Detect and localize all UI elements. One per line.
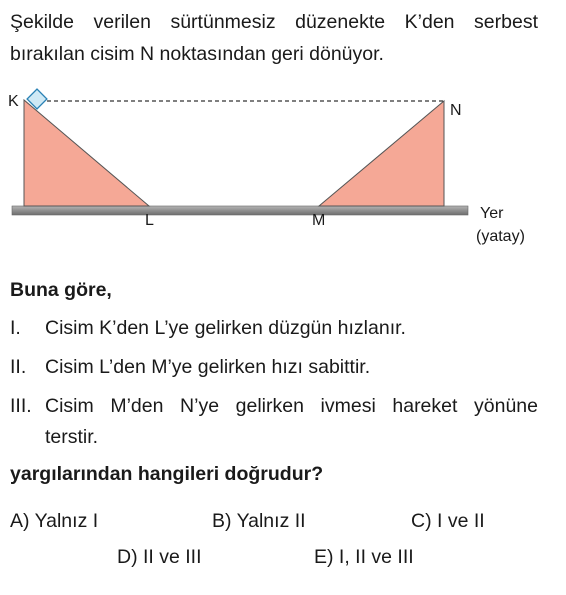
ground-label-horizontal: (yatay): [476, 228, 525, 245]
lead-text: Buna göre,: [10, 279, 112, 301]
right-ramp: [319, 101, 444, 206]
option-d[interactable]: D) II ve III: [117, 546, 202, 568]
option-a[interactable]: A) Yalnız I: [10, 510, 99, 532]
question-stem-line-2: bırakılan cisim N noktasından geri dönüyor.: [10, 43, 384, 65]
question-stem-line-1: Şekilde verilen sürtünmesiz düzenekte K’den serbest: [10, 11, 538, 33]
option-c[interactable]: C) I ve II: [411, 510, 485, 532]
statement-2: Cisim L’den M’ye gelirken hızı sabittir.: [45, 356, 371, 378]
statement-number-1: I.: [10, 317, 21, 339]
ramp-figure: [0, 88, 566, 263]
label-l: L: [145, 212, 154, 229]
left-ramp: [24, 100, 149, 206]
option-b[interactable]: B) Yalnız II: [212, 510, 306, 532]
statement-number-2: II.: [10, 356, 27, 378]
statement-1: Cisim K’den L’ye gelirken düzgün hızlanır.: [45, 317, 406, 339]
label-n: N: [450, 102, 462, 119]
label-m: M: [312, 212, 326, 229]
statement-3: Cisim M’den N’ye gelirken ivmesi hareket yönüne: [45, 395, 538, 417]
question-prompt: yargılarından hangileri doğrudur?: [10, 463, 324, 485]
statement-number-3: III.: [10, 395, 32, 417]
label-k: K: [8, 93, 19, 110]
ground-label: Yer: [480, 205, 504, 222]
ground-surface: [12, 206, 468, 215]
statement-3-continued: terstir.: [45, 426, 99, 448]
option-e[interactable]: E) I, II ve III: [314, 546, 414, 568]
